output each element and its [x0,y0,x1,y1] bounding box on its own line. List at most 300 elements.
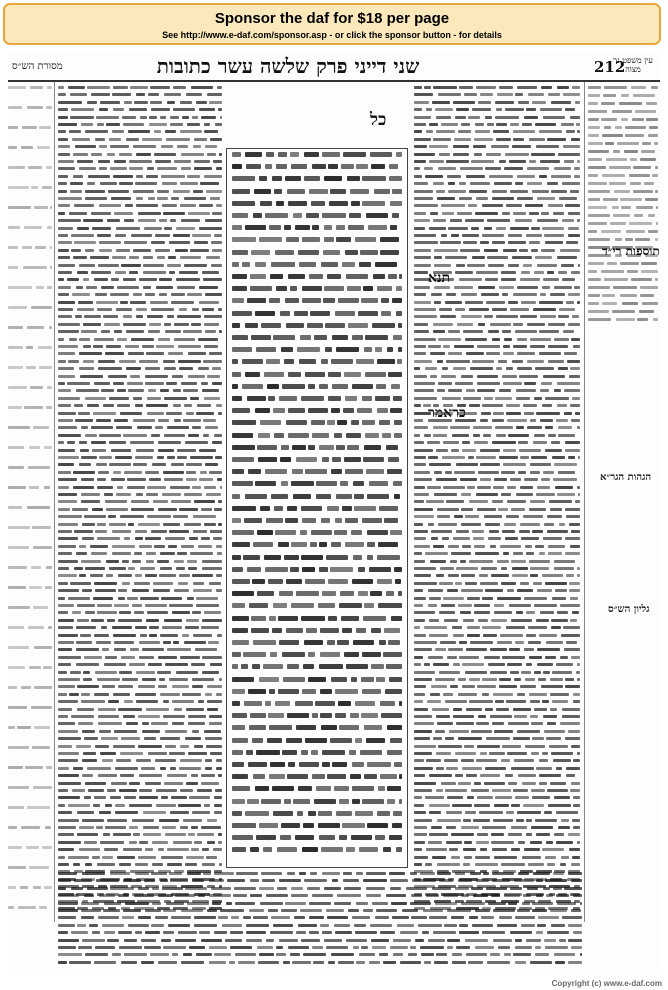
text-glyph-run [437,722,453,725]
text-glyph-run [414,759,424,762]
text-glyph-run [194,241,209,244]
text-glyph-run [232,616,249,621]
text-glyph-run [74,567,83,570]
text-glyph-run [378,542,398,547]
text-glyph-run [568,730,580,733]
text-glyph-run [38,346,52,349]
text-glyph-run [91,153,103,156]
text-glyph-run [332,384,349,389]
sponsor-banner-title[interactable]: Sponsor the daf for $18 per page [214,10,450,27]
text-glyph-run [312,946,324,949]
text-glyph-run [612,310,634,313]
text-glyph-run [476,271,497,274]
text-glyph-run [181,382,198,385]
text-glyph-run [207,708,218,711]
text-glyph-run [541,249,555,252]
text-glyph-run [565,449,580,452]
text-glyph-run [322,591,336,596]
text-glyph-run [207,93,222,96]
text-glyph-run [157,671,170,674]
text-glyph-run [298,250,319,255]
text-glyph-run [58,626,73,629]
text-glyph-run [359,953,375,956]
text-glyph-run [577,301,580,304]
text-glyph-run [123,315,132,318]
text-glyph-run [480,419,488,422]
text-glyph-run [508,301,518,304]
text-glyph-run [109,138,121,141]
text-glyph-run [96,463,107,466]
text-glyph-run [547,722,556,725]
text-glyph-run [448,545,460,548]
text-glyph-run [346,664,368,669]
text-glyph-run [270,931,293,934]
text-glyph-run [30,86,44,89]
text-glyph-run [331,469,341,474]
text-glyph-run [159,278,172,281]
text-glyph-run [133,249,151,252]
text-glyph-run [543,375,565,378]
text-glyph-run [466,175,485,178]
text-glyph-run [461,123,470,126]
text-glyph-run [232,664,238,669]
text-glyph-run [577,663,580,666]
text-glyph-run [266,359,280,364]
text-glyph-run [506,700,525,703]
text-glyph-run [8,206,31,209]
text-glyph-run [95,293,108,296]
text-glyph-run [492,190,507,193]
text-glyph-run [44,886,52,889]
text-glyph-run [431,537,438,540]
text-glyph-run [445,700,467,703]
text-glyph-run [588,318,611,321]
text-glyph-run [186,412,194,415]
text-glyph-run [319,384,328,389]
text-glyph-run [445,789,467,792]
text-glyph-run [637,318,648,321]
text-glyph-run [147,611,168,614]
text-glyph-run [133,190,154,193]
text-glyph-run [548,804,571,807]
text-glyph-run [273,335,295,340]
text-glyph-run [495,796,512,799]
text-glyph-run [414,745,436,748]
text-glyph-run [351,201,359,206]
text-glyph-run [232,274,247,279]
text-glyph-run [285,298,300,303]
text-glyph-run [577,678,580,681]
text-glyph-run [69,338,77,341]
text-glyph-run [187,902,209,905]
text-glyph-run [139,789,152,792]
text-glyph-run [47,226,52,229]
text-glyph-run [461,375,473,378]
text-glyph-run [181,909,203,912]
text-glyph-run [627,270,638,273]
text-glyph-run [501,759,510,762]
text-glyph-run [394,567,402,572]
text-glyph-run [473,819,490,822]
text-glyph-run [509,160,526,163]
text-glyph-run [568,939,582,942]
text-glyph-run [192,811,210,814]
text-glyph-run [530,700,540,703]
sponsor-banner[interactable] [3,3,661,45]
text-glyph-run [266,894,289,897]
text-glyph-run [128,567,135,570]
text-glyph-run [523,515,544,518]
text-glyph-run [58,759,78,762]
text-glyph-run [109,463,130,466]
text-glyph-run [82,730,95,733]
text-glyph-run [350,189,369,194]
text-glyph-run [502,530,515,533]
text-glyph-run [562,708,580,711]
text-glyph-run [335,518,342,523]
text-glyph-run [310,542,316,547]
text-glyph-run [73,863,81,866]
text-glyph-run [277,847,298,852]
text-glyph-run [554,338,569,341]
text-glyph-run [531,752,539,755]
text-glyph-run [277,887,287,890]
text-glyph-run [553,759,571,762]
text-glyph-run [122,916,134,919]
text-glyph-run [420,872,435,875]
text-glyph-run [571,863,580,866]
text-glyph-run [187,560,198,563]
text-glyph-run [302,237,320,242]
text-glyph-run [304,879,327,882]
text-glyph-run [296,591,319,596]
text-glyph-run [112,545,135,548]
text-glyph-run [603,198,618,201]
text-glyph-run [540,315,556,318]
text-glyph-run [92,931,100,934]
text-glyph-run [513,953,531,956]
text-glyph-run [94,278,108,281]
text-glyph-run [209,879,225,882]
text-glyph-run [475,552,499,555]
text-glyph-run [360,250,377,255]
text-glyph-run [141,961,154,964]
text-glyph-run [253,916,267,919]
text-glyph-run [601,118,617,121]
text-glyph-run [146,708,170,711]
text-glyph-run [522,782,536,785]
text-glyph-run [569,848,580,851]
text-glyph-run [68,86,84,89]
text-glyph-run [307,323,323,328]
text-glyph-run [548,93,561,96]
text-glyph-run [247,298,266,303]
text-glyph-run [324,939,342,942]
text-glyph-run [540,108,562,111]
text-glyph-run [432,856,446,859]
text-glyph-run [525,745,546,748]
text-glyph-run [123,715,135,718]
text-glyph-run [204,486,217,489]
text-glyph-run [27,326,45,329]
text-glyph-run [438,93,461,96]
text-glyph-run [211,264,222,267]
text-glyph-run [89,924,98,927]
text-glyph-run [393,335,402,340]
text-glyph-run [310,311,330,316]
text-glyph-run [295,835,314,840]
text-glyph-run [91,619,104,622]
text-glyph-run [232,518,241,523]
text-glyph-run [636,206,654,209]
text-glyph-run [540,419,553,422]
text-glyph-run [397,924,414,927]
text-glyph-run [326,946,348,949]
text-glyph-run [169,752,185,755]
text-glyph-run [135,456,153,459]
text-glyph-run [79,367,93,370]
text-glyph-run [58,953,82,956]
text-glyph-run [198,700,204,703]
text-glyph-run [602,134,622,137]
text-glyph-run [278,542,289,547]
text-glyph-run [309,902,332,905]
text-glyph-run [436,752,451,755]
text-glyph-run [327,774,346,779]
text-glyph-run [446,500,464,503]
text-glyph-run [161,175,184,178]
text-glyph-run [510,887,522,890]
text-glyph-run [201,508,212,511]
text-glyph-run [510,478,521,481]
text-glyph-run [138,916,151,919]
left-margin-column [8,86,52,922]
text-glyph-run [324,286,344,291]
text-glyph-run [491,833,503,836]
text-glyph-run [83,278,89,281]
text-glyph-run [640,158,656,161]
text-glyph-run [465,582,477,585]
text-glyph-run [122,560,129,563]
text-glyph-run [154,153,176,156]
text-glyph-run [414,700,423,703]
text-glyph-run [309,931,319,934]
text-glyph-run [58,841,81,844]
text-glyph-run [497,560,509,563]
text-glyph-run [258,433,270,438]
text-glyph-run [8,866,26,869]
text-glyph-run [266,939,274,942]
text-glyph-run [629,174,650,177]
text-glyph-run [346,939,367,942]
text-glyph-run [114,330,121,333]
text-glyph-run [655,238,658,241]
text-glyph-run [393,481,402,486]
sponsor-banner-subtitle[interactable]: See http://www.e-daf.com/sponsor.asp - or click the sponsor button - for details [162,30,502,40]
text-glyph-run [126,367,141,370]
text-glyph-run [116,227,140,230]
text-glyph-run [449,730,469,733]
text-glyph-run [148,752,168,755]
text-glyph-run [180,789,193,792]
text-glyph-run [98,708,116,711]
column-rule [584,82,585,922]
text-glyph-run [58,182,67,185]
text-glyph-run [209,946,228,949]
text-glyph-run [392,189,402,194]
text-glyph-run [539,634,557,637]
text-glyph-run [172,611,190,614]
text-glyph-run [232,384,238,389]
text-glyph-run [83,678,92,681]
text-glyph-run [482,204,504,207]
text-glyph-run [90,574,103,577]
text-glyph-run [502,745,520,748]
text-glyph-run [128,924,149,927]
text-glyph-run [471,227,479,230]
text-glyph-run [475,909,491,912]
text-glyph-run [573,693,580,696]
text-glyph-run [186,619,199,622]
text-glyph-run [245,372,260,377]
text-glyph-run [389,835,402,840]
text-glyph-run [245,225,266,230]
text-glyph-run [29,866,49,869]
text-glyph-run [112,256,127,259]
text-glyph-run [436,953,447,956]
text-glyph-run [513,708,531,711]
text-glyph-run [487,123,494,126]
text-glyph-run [129,826,138,829]
text-glyph-run [58,560,78,563]
text-glyph-run [424,167,433,170]
text-glyph-run [298,786,312,791]
text-glyph-run [77,227,89,230]
text-glyph-run [479,574,487,577]
text-glyph-run [243,555,260,560]
text-glyph-run [76,745,91,748]
text-glyph-run [536,767,552,770]
text-glyph-run [204,804,211,807]
text-glyph-run [123,123,144,126]
text-glyph-run [353,640,374,645]
text-glyph-run [614,190,630,193]
text-glyph-run [188,434,199,437]
text-glyph-run [514,759,535,762]
text-glyph-run [499,916,513,919]
text-glyph-run [433,86,457,89]
text-glyph-run [243,916,250,919]
text-glyph-run [348,909,360,912]
talmud-page [8,52,660,974]
text-glyph-run [79,264,95,267]
text-glyph-run [204,345,218,348]
text-glyph-run [553,887,562,890]
text-glyph-run [648,214,655,217]
text-glyph-run [433,182,444,185]
text-glyph-run [429,916,447,919]
text-glyph-run [441,375,456,378]
text-glyph-run [571,909,581,912]
text-glyph-run [482,931,505,934]
text-glyph-run [515,641,524,644]
text-glyph-run [167,863,182,866]
text-glyph-run [560,604,580,607]
text-glyph-run [392,823,402,828]
text-glyph-run [424,961,430,964]
text-glyph-run [304,152,319,157]
text-glyph-run [134,101,148,104]
text-glyph-run [561,264,574,267]
text-glyph-run [79,848,101,851]
text-glyph-run [490,671,506,674]
text-glyph-run [252,738,264,743]
text-glyph-run [494,478,507,481]
text-glyph-run [270,274,284,279]
text-glyph-run [472,360,494,363]
text-glyph-run [302,567,315,572]
text-glyph-run [588,150,609,153]
text-glyph-run [133,463,147,466]
copyright-link[interactable]: Copyright (c) www.e-daf.com [551,979,662,988]
text-glyph-run [452,626,463,629]
text-glyph-run [242,262,250,267]
text-glyph-run [477,745,500,748]
text-glyph-run [121,961,137,964]
text-glyph-run [283,677,305,682]
text-glyph-run [232,835,253,840]
text-glyph-run [134,894,154,897]
text-glyph-run [545,879,567,882]
text-glyph-run [531,826,553,829]
text-glyph-run [8,746,29,749]
text-glyph-run [174,708,181,711]
text-glyph-run [439,153,449,156]
text-glyph-run [443,894,458,897]
text-glyph-run [520,523,541,526]
text-glyph-run [568,323,580,326]
text-glyph-run [549,500,572,503]
text-glyph-run [625,238,633,241]
text-glyph-run [601,102,615,105]
text-glyph-run [319,542,327,547]
text-glyph-run [158,685,167,688]
text-glyph-run [201,782,219,785]
text-glyph-run [210,663,222,666]
text-glyph-run [378,603,402,608]
text-glyph-run [414,367,420,370]
text-glyph-run [58,264,75,267]
text-glyph-run [191,826,199,829]
text-glyph-run [570,190,579,193]
text-glyph-run [276,946,283,949]
text-glyph-run [201,382,209,385]
text-glyph-run [318,823,340,828]
text-glyph-run [173,190,191,193]
text-glyph-run [58,471,71,474]
text-glyph-run [190,552,212,555]
text-glyph-run [428,604,437,607]
text-glyph-run [58,745,72,748]
text-glyph-run [110,145,129,148]
text-glyph-run [522,902,530,905]
text-glyph-run [461,759,474,762]
text-glyph-run [151,530,167,533]
text-glyph-run [577,567,580,570]
text-glyph-run [497,641,512,644]
text-glyph-run [508,722,529,725]
text-glyph-run [453,145,470,148]
